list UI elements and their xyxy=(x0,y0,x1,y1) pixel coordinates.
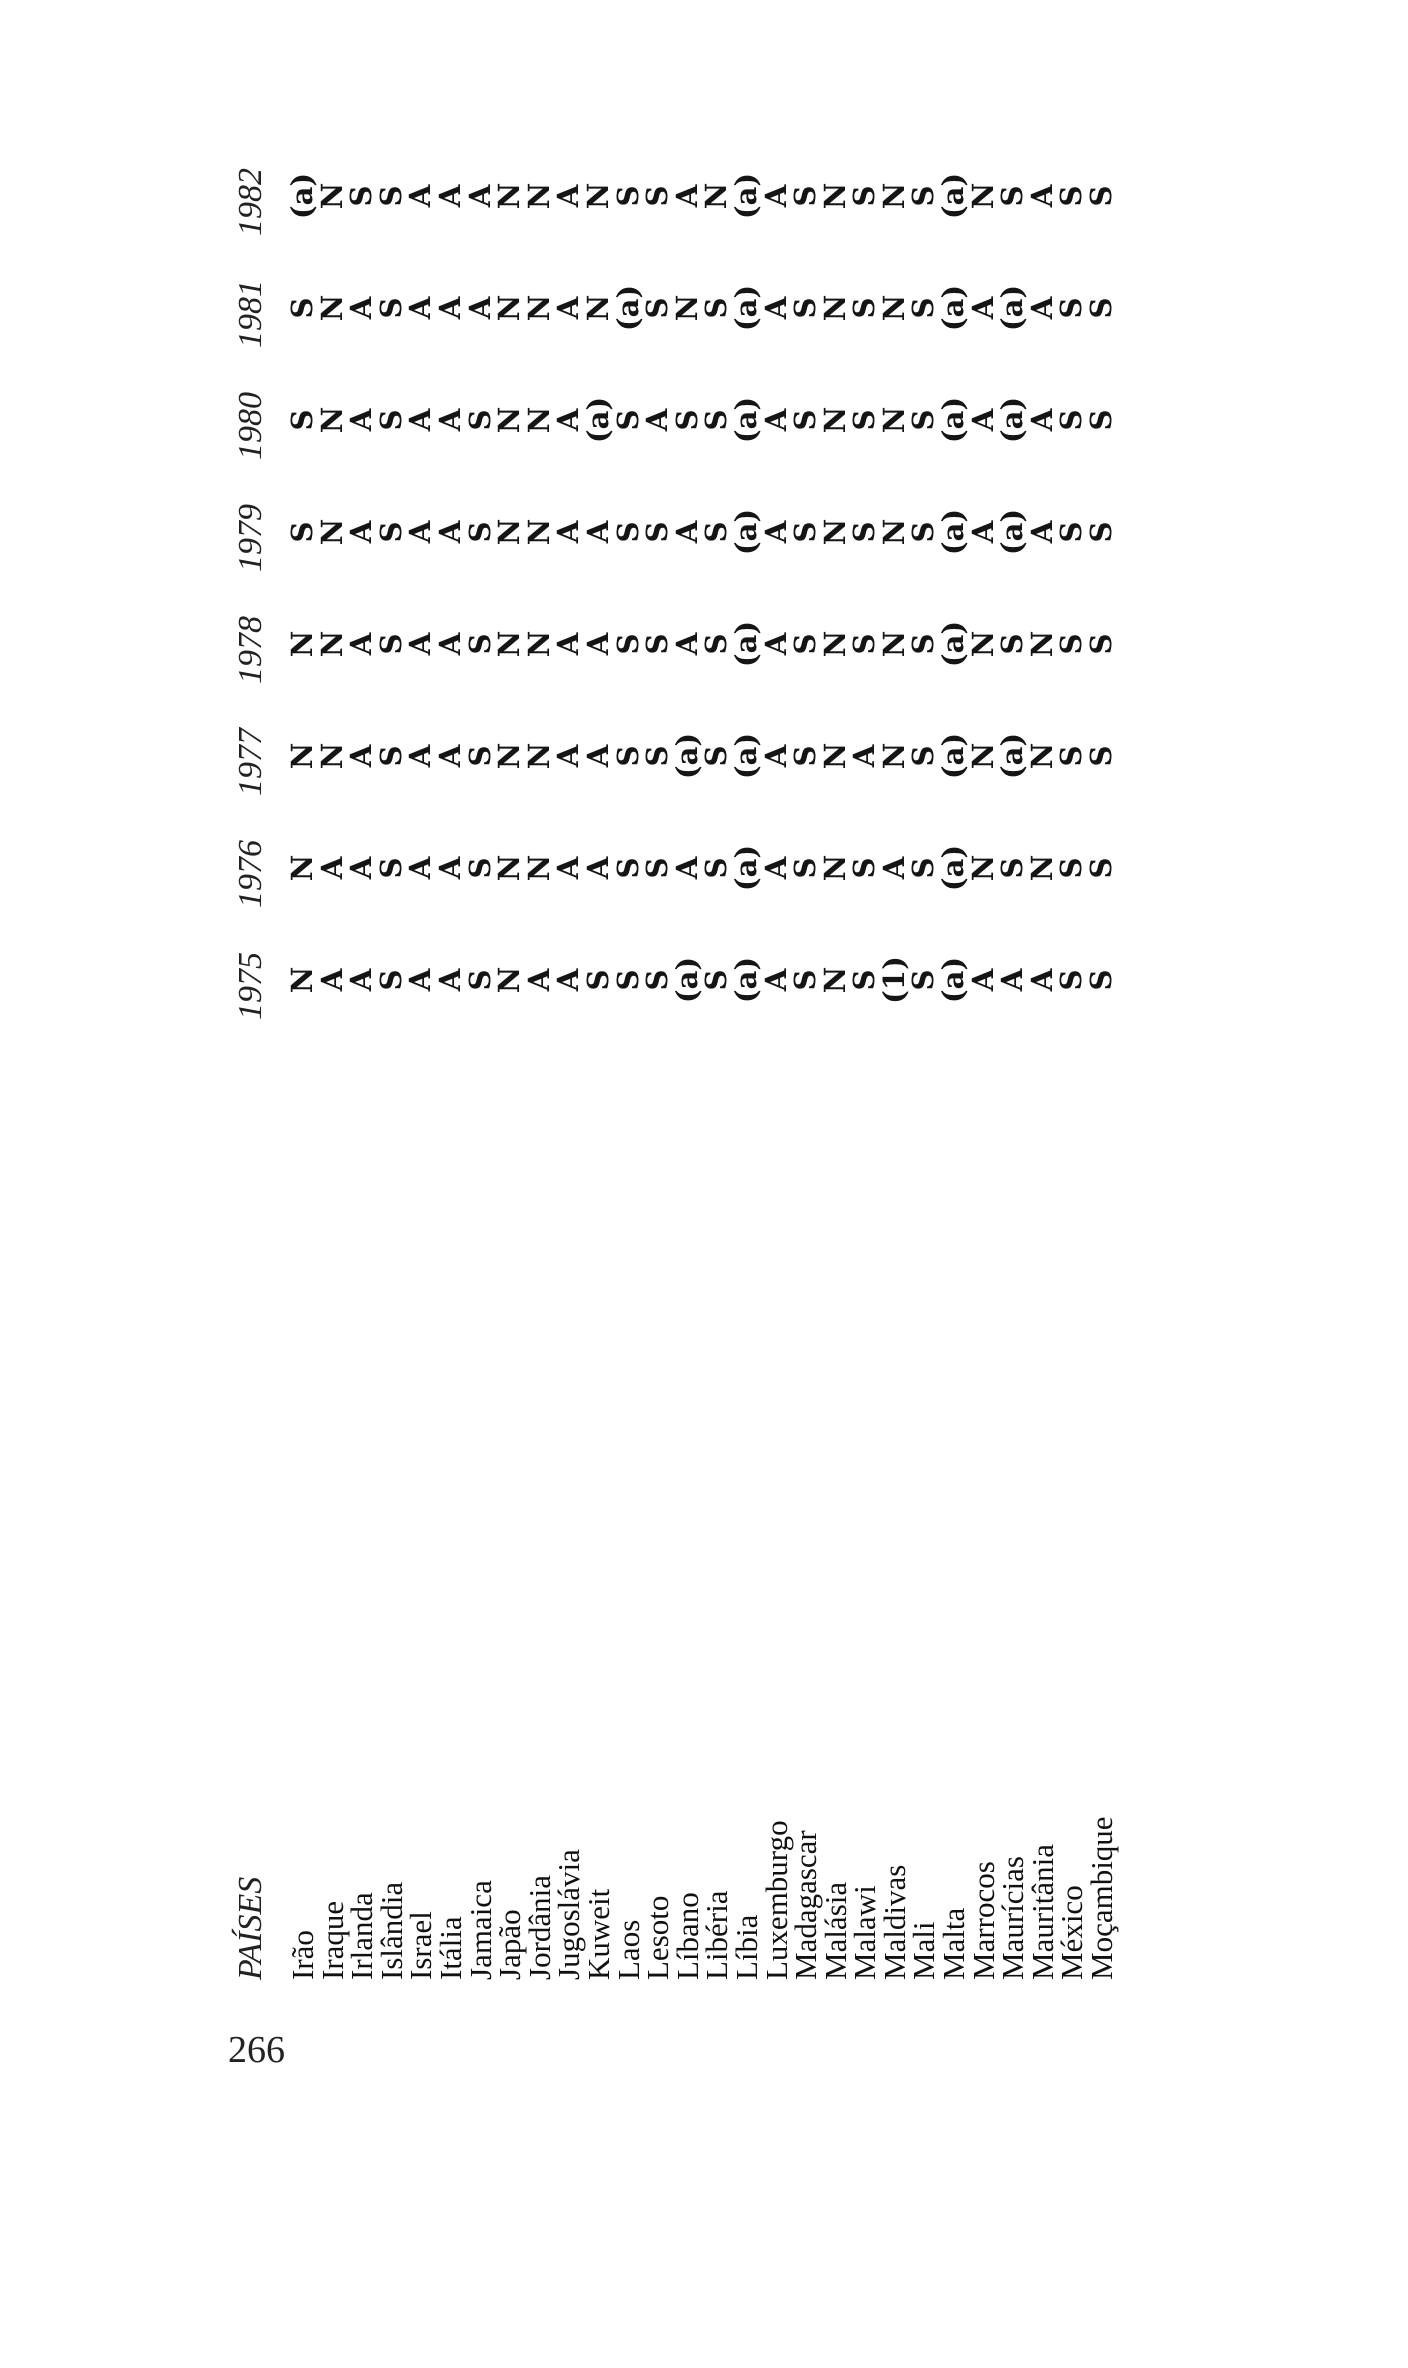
vote-cell: A xyxy=(580,520,615,544)
vote-cell: A xyxy=(344,744,379,768)
vote-cell: S xyxy=(995,185,1030,207)
vote-cell: N xyxy=(492,294,527,322)
vote-cell: S xyxy=(462,857,497,879)
vote-cell: (a) xyxy=(936,620,971,668)
vote-cell: S xyxy=(610,969,645,991)
vote-cell: A xyxy=(669,520,704,544)
vote-cell: A xyxy=(551,296,586,320)
vote-cell: N xyxy=(314,742,349,770)
vote-cell: (a) xyxy=(669,732,704,780)
vote-cell: S xyxy=(699,633,734,655)
vote-cell: A xyxy=(965,968,1000,992)
vote-cell: S xyxy=(906,185,941,207)
country-name: Moçambique xyxy=(1084,1816,1120,1980)
table-row xyxy=(669,184,705,1980)
table-row xyxy=(1024,184,1060,1980)
vote-cell: S xyxy=(788,969,823,991)
vote-cell: (a) xyxy=(285,172,319,220)
vote-cell: A xyxy=(403,856,438,880)
vote-cell: N xyxy=(580,182,615,210)
vote-cell: N xyxy=(876,518,911,546)
vote-cell: N xyxy=(965,742,1000,770)
vote-cell: (a) xyxy=(936,508,971,556)
vote-cell: A xyxy=(344,968,379,992)
header-year-1975: 1975 xyxy=(232,952,269,1020)
vote-cell: N xyxy=(285,966,319,994)
vote-cell: A xyxy=(344,408,379,432)
vote-cell: A xyxy=(403,632,438,656)
vote-cell: S xyxy=(373,297,408,319)
vote-cell: S xyxy=(610,633,645,655)
vote-cell: S xyxy=(788,521,823,543)
vote-cell: A xyxy=(758,296,793,320)
vote-cell: S xyxy=(847,521,882,543)
table-row xyxy=(906,185,942,1980)
header-year-1977: 1977 xyxy=(232,728,269,796)
vote-cell: N xyxy=(965,630,1000,658)
vote-cell: S xyxy=(1084,409,1119,431)
votes-table xyxy=(228,168,1308,1980)
table-row xyxy=(551,184,587,1980)
vote-cell: S xyxy=(610,521,645,543)
header-year-1978: 1978 xyxy=(232,616,269,684)
table-row xyxy=(403,184,439,1980)
vote-cell: S xyxy=(788,297,823,319)
vote-cell: N xyxy=(521,854,556,882)
vote-cell: A xyxy=(669,632,704,656)
vote-cell: S xyxy=(610,745,645,767)
vote-cell: (a) xyxy=(936,284,971,332)
page-number: 266 xyxy=(228,2029,285,2071)
vote-cell: S xyxy=(462,745,497,767)
vote-cell: S xyxy=(1054,633,1089,655)
table-row xyxy=(1084,185,1120,1980)
table-row xyxy=(640,185,676,1980)
vote-cell: N xyxy=(521,630,556,658)
vote-cell: S xyxy=(1084,745,1119,767)
vote-cell: S xyxy=(788,409,823,431)
vote-cell: S xyxy=(1084,521,1119,543)
country-name: Mauritânia xyxy=(1024,1843,1060,1980)
vote-cell: A xyxy=(1024,184,1059,208)
vote-cell: S xyxy=(610,857,645,879)
vote-cell: A xyxy=(847,744,882,768)
vote-cell: A xyxy=(551,408,586,432)
vote-cell: A xyxy=(580,744,615,768)
country-name: Maldivas xyxy=(876,1864,912,1980)
vote-cell: N xyxy=(492,518,527,546)
table-row xyxy=(699,182,735,1980)
vote-cell: A xyxy=(432,856,467,880)
vote-cell: A xyxy=(1024,296,1059,320)
vote-cell: S xyxy=(640,521,675,543)
table-row xyxy=(373,185,409,1980)
vote-cell: (a) xyxy=(728,620,763,668)
vote-cell: S xyxy=(640,745,675,767)
vote-cell: A xyxy=(403,184,438,208)
table-row xyxy=(344,185,380,1980)
vote-cell: A xyxy=(758,632,793,656)
vote-cell: A xyxy=(314,856,349,880)
vote-cell: A xyxy=(344,296,379,320)
header-year-1979: 1979 xyxy=(232,504,269,572)
vote-cell: S xyxy=(640,297,675,319)
vote-cell: N xyxy=(314,630,349,658)
table-row xyxy=(285,172,320,1980)
vote-cell: N xyxy=(521,518,556,546)
country-name: Itália xyxy=(432,1916,468,1980)
country-name: Luxemburgo xyxy=(758,1820,794,1980)
vote-cell: S xyxy=(906,409,941,431)
vote-cell: S xyxy=(462,633,497,655)
vote-cell: S xyxy=(847,857,882,879)
vote-cell: N xyxy=(669,294,704,322)
country-name: Jordânia xyxy=(521,1874,557,1980)
vote-cell: A xyxy=(432,520,467,544)
vote-cell: S xyxy=(610,409,645,431)
table-row xyxy=(432,184,468,1980)
vote-cell: S xyxy=(1054,969,1089,991)
vote-cell: N xyxy=(1024,742,1059,770)
vote-cell: (a) xyxy=(669,956,704,1004)
vote-cell: A xyxy=(965,408,1000,432)
country-name: Lesoto xyxy=(640,1895,676,1980)
vote-cell: A xyxy=(758,408,793,432)
country-name: Libéria xyxy=(699,1890,735,1980)
country-name: Kuweit xyxy=(580,1888,616,1980)
vote-cell: (a) xyxy=(936,396,971,444)
vote-cell: S xyxy=(640,633,675,655)
vote-cell: (a) xyxy=(995,508,1030,556)
vote-cell: A xyxy=(758,856,793,880)
table-row xyxy=(936,172,972,1980)
vote-cell: N xyxy=(314,406,349,434)
vote-cell: A xyxy=(1024,408,1059,432)
vote-cell: S xyxy=(640,857,675,879)
vote-cell: S xyxy=(1054,297,1089,319)
vote-cell: N xyxy=(314,182,349,210)
vote-cell: A xyxy=(403,744,438,768)
table-row xyxy=(817,182,853,1980)
vote-cell: S xyxy=(462,969,497,991)
vote-cell: S xyxy=(699,969,734,991)
vote-cell: S xyxy=(788,185,823,207)
vote-cell: A xyxy=(551,184,586,208)
vote-cell: S xyxy=(344,185,379,207)
header-year-1980: 1980 xyxy=(232,392,269,460)
table-row xyxy=(728,172,764,1980)
vote-cell: A xyxy=(403,296,438,320)
vote-cell: N xyxy=(521,742,556,770)
vote-cell: N xyxy=(817,294,852,322)
vote-cell: A xyxy=(314,968,349,992)
country-name: Jamaica xyxy=(462,1880,498,1980)
vote-cell: S xyxy=(373,521,408,543)
vote-cell: S xyxy=(906,297,941,319)
vote-cell: (a) xyxy=(936,732,971,780)
vote-cell: S xyxy=(906,969,941,991)
vote-cell: A xyxy=(403,520,438,544)
country-name: Israel xyxy=(403,1911,439,1980)
country-name: Líbano xyxy=(669,1892,705,1980)
vote-cell: N xyxy=(492,406,527,434)
vote-cell: A xyxy=(758,968,793,992)
vote-cell: A xyxy=(344,632,379,656)
country-name: Jugoslávia xyxy=(551,1849,587,1980)
vote-cell: A xyxy=(758,184,793,208)
vote-cell: (a) xyxy=(936,172,971,220)
vote-cell: N xyxy=(285,742,319,770)
vote-cell: N xyxy=(876,294,911,322)
vote-cell: S xyxy=(373,745,408,767)
vote-cell: A xyxy=(669,184,704,208)
vote-cell: (a) xyxy=(580,396,615,444)
vote-cell: N xyxy=(580,294,615,322)
vote-cell: S xyxy=(610,185,645,207)
vote-cell: S xyxy=(788,633,823,655)
vote-cell: A xyxy=(551,632,586,656)
country-name: Madagascar xyxy=(788,1830,824,1980)
table-row xyxy=(462,184,498,1980)
vote-cell: S xyxy=(373,857,408,879)
header-year-1982: 1982 xyxy=(232,168,269,236)
vote-cell: N xyxy=(699,182,734,210)
table-header-row xyxy=(228,168,288,1980)
vote-cell: A xyxy=(876,856,911,880)
vote-cell: A xyxy=(965,296,1000,320)
vote-cell: S xyxy=(1084,297,1119,319)
vote-cell: (1) xyxy=(876,956,911,1004)
table-row xyxy=(580,182,616,1980)
vote-cell: S xyxy=(285,297,319,319)
country-name: Malásia xyxy=(817,1881,853,1980)
vote-cell: S xyxy=(995,857,1030,879)
vote-cell: A xyxy=(580,632,615,656)
vote-cell: N xyxy=(285,854,319,882)
vote-cell: N xyxy=(817,854,852,882)
vote-cell: A xyxy=(1024,520,1059,544)
vote-cell: N xyxy=(817,742,852,770)
vote-cell: S xyxy=(285,521,319,543)
vote-cell: (a) xyxy=(936,844,971,892)
vote-cell: S xyxy=(1054,745,1089,767)
country-name: Mali xyxy=(906,1921,942,1980)
vote-cell: A xyxy=(551,968,586,992)
vote-cell: S xyxy=(788,745,823,767)
header-year-1981: 1981 xyxy=(232,280,269,348)
vote-cell: S xyxy=(847,297,882,319)
country-name: Malawi xyxy=(847,1885,883,1980)
vote-cell: (a) xyxy=(728,508,763,556)
vote-cell: S xyxy=(373,185,408,207)
vote-cell: S xyxy=(847,633,882,655)
vote-cell: N xyxy=(1024,854,1059,882)
vote-cell: S xyxy=(1054,409,1089,431)
table-row xyxy=(1054,185,1090,1980)
vote-cell: S xyxy=(1054,185,1089,207)
vote-cell: N xyxy=(492,742,527,770)
country-name: Irão xyxy=(285,1930,320,1980)
vote-cell: N xyxy=(817,966,852,994)
vote-cell: S xyxy=(373,969,408,991)
country-name: Maurícias xyxy=(995,1856,1031,1980)
table-row xyxy=(995,185,1031,1980)
vote-cell: N xyxy=(285,630,319,658)
vote-cell: N xyxy=(492,966,527,994)
table-body xyxy=(285,172,1120,1980)
vote-cell: N xyxy=(817,630,852,658)
vote-cell: N xyxy=(965,182,1000,210)
vote-cell: S xyxy=(373,633,408,655)
table-row xyxy=(847,185,883,1980)
vote-cell: S xyxy=(462,409,497,431)
vote-cell: N xyxy=(1024,630,1059,658)
vote-cell: S xyxy=(699,857,734,879)
vote-cell: A xyxy=(344,520,379,544)
table-row xyxy=(314,182,350,1980)
vote-cell: N xyxy=(521,294,556,322)
vote-cell: (a) xyxy=(610,284,645,332)
vote-cell: S xyxy=(1084,857,1119,879)
vote-cell: N xyxy=(965,854,1000,882)
vote-cell: (a) xyxy=(728,284,763,332)
table-row xyxy=(610,185,646,1980)
vote-cell: A xyxy=(551,520,586,544)
vote-cell: S xyxy=(373,409,408,431)
country-name: Laos xyxy=(610,1919,646,1980)
country-name: México xyxy=(1054,1885,1090,1980)
vote-cell: S xyxy=(1084,969,1119,991)
vote-cell: A xyxy=(965,520,1000,544)
vote-cell: A xyxy=(669,856,704,880)
header-year-1976: 1976 xyxy=(232,840,269,908)
vote-cell: S xyxy=(847,409,882,431)
table-row xyxy=(788,185,824,1980)
country-name: Marrocos xyxy=(965,1861,1001,1980)
vote-cell: S xyxy=(1084,185,1119,207)
table-row xyxy=(492,182,528,1980)
table-row xyxy=(758,184,794,1980)
country-name: Líbia xyxy=(728,1914,764,1980)
country-name: Islândia xyxy=(373,1881,409,1980)
vote-cell: S xyxy=(906,521,941,543)
country-name: Japão xyxy=(492,1909,528,1980)
vote-cell: A xyxy=(403,408,438,432)
table-row xyxy=(965,182,1001,1980)
vote-cell: (a) xyxy=(995,732,1030,780)
vote-cell: A xyxy=(521,968,556,992)
vote-cell: A xyxy=(432,184,467,208)
vote-cell: N xyxy=(492,630,527,658)
vote-cell: (a) xyxy=(995,284,1030,332)
vote-cell: N xyxy=(876,182,911,210)
vote-cell: S xyxy=(906,745,941,767)
vote-cell: S xyxy=(285,409,319,431)
vote-cell: N xyxy=(314,518,349,546)
vote-cell: (a) xyxy=(728,956,763,1004)
vote-cell: S xyxy=(669,409,704,431)
vote-cell: N xyxy=(876,742,911,770)
vote-cell: S xyxy=(640,185,675,207)
vote-cell: N xyxy=(817,518,852,546)
country-name: Malta xyxy=(936,1907,972,1980)
vote-cell: S xyxy=(1084,633,1119,655)
vote-cell: A xyxy=(403,968,438,992)
vote-cell: (a) xyxy=(728,732,763,780)
vote-cell: S xyxy=(995,633,1030,655)
vote-cell: A xyxy=(758,744,793,768)
vote-cell: S xyxy=(1054,521,1089,543)
country-name: Iraque xyxy=(314,1900,350,1980)
vote-cell: N xyxy=(492,854,527,882)
vote-cell: N xyxy=(521,406,556,434)
vote-cell: A xyxy=(344,856,379,880)
vote-cell: N xyxy=(314,294,349,322)
vote-cell: A xyxy=(432,408,467,432)
vote-cell: S xyxy=(462,521,497,543)
vote-cell: S xyxy=(699,745,734,767)
vote-cell: S xyxy=(847,969,882,991)
vote-cell: A xyxy=(432,968,467,992)
vote-cell: N xyxy=(817,182,852,210)
vote-cell: S xyxy=(640,969,675,991)
vote-cell: N xyxy=(492,182,527,210)
vote-cell: S xyxy=(699,521,734,543)
vote-cell: A xyxy=(432,296,467,320)
vote-cell: S xyxy=(788,857,823,879)
vote-cell: N xyxy=(876,406,911,434)
vote-cell: N xyxy=(521,182,556,210)
vote-cell: S xyxy=(699,409,734,431)
vote-cell: A xyxy=(551,856,586,880)
vote-cell: A xyxy=(432,744,467,768)
vote-cell: (a) xyxy=(728,844,763,892)
vote-cell: S xyxy=(699,297,734,319)
vote-cell: (a) xyxy=(936,956,971,1004)
vote-cell: S xyxy=(580,969,615,991)
vote-cell: A xyxy=(758,520,793,544)
vote-cell: A xyxy=(640,408,675,432)
vote-cell: S xyxy=(906,857,941,879)
vote-cell: S xyxy=(1054,857,1089,879)
vote-cell: A xyxy=(551,744,586,768)
vote-cell: A xyxy=(462,296,497,320)
vote-cell: S xyxy=(847,185,882,207)
vote-cell: (a) xyxy=(995,396,1030,444)
header-paises: PAÍSES xyxy=(232,1876,269,1980)
vote-cell: A xyxy=(580,856,615,880)
vote-cell: (a) xyxy=(728,172,763,220)
vote-cell: (a) xyxy=(728,396,763,444)
vote-cell: A xyxy=(462,184,497,208)
table-row xyxy=(876,182,912,1980)
vote-cell: A xyxy=(1024,968,1059,992)
vote-cell: A xyxy=(995,968,1030,992)
country-name: Irlanda xyxy=(344,1892,380,1980)
vote-cell: A xyxy=(432,632,467,656)
vote-cell: N xyxy=(876,630,911,658)
vote-cell: S xyxy=(906,633,941,655)
table-row xyxy=(521,182,557,1980)
vote-cell: N xyxy=(817,406,852,434)
